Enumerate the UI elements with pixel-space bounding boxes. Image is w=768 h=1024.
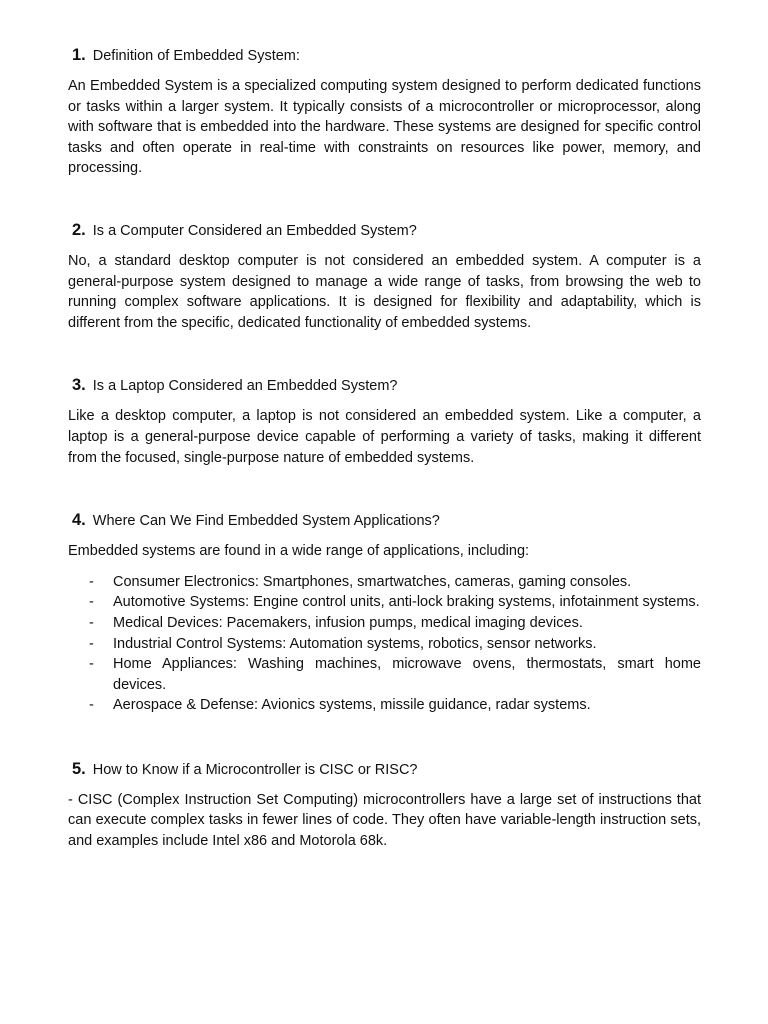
list-dash: - <box>89 573 94 590</box>
section-title: How to Know if a Microcontroller is CISC or RISC? <box>92 761 418 778</box>
section-cisc-risc <box>68 759 701 852</box>
section-title: Is a Laptop Considered an Embedded System? <box>92 378 398 395</box>
section-heading <box>72 45 701 66</box>
list-item <box>68 592 701 613</box>
list-dash: - <box>89 614 94 631</box>
list-dash: - <box>89 635 94 652</box>
document-page <box>68 45 701 852</box>
list-item <box>68 654 701 695</box>
applications-list <box>68 572 701 716</box>
section-computer <box>68 220 701 333</box>
section-number: 1. <box>72 46 86 64</box>
section-paragraph: No, a standard desktop computer is not considered an embedded system. A computer is a general-purpose system designed to manage a wide range of tasks, from browsing the web to running complex software applications. It is designed for flexibility and adaptability, which is different from the specific, dedicated functionality of embedded systems. <box>68 252 701 331</box>
list-item-text: Automotive Systems: Engine control units, anti-lock braking systems, infotainment systems. <box>113 594 700 611</box>
section-paragraph: Embedded systems are found in a wide range of applications, including: <box>68 543 530 560</box>
section-title: Is a Computer Considered an Embedded System? <box>92 222 417 239</box>
section-paragraph: Like a desktop computer, a laptop is not considered an embedded system. Like a computer, a laptop is a general-purpose device capable of performing a variety of tasks, making it different from the focused, single-purpose nature of embedded systems. <box>68 408 701 466</box>
list-item-text: Aerospace & Defense: Avionics systems, missile guidance, radar systems. <box>113 697 591 714</box>
section-heading <box>72 220 701 241</box>
list-item <box>68 613 701 634</box>
list-dash: - <box>89 697 94 714</box>
list-item-text: Medical Devices: Pacemakers, infusion pumps, medical imaging devices. <box>113 614 583 631</box>
section-heading <box>72 510 701 531</box>
section-applications <box>68 510 701 716</box>
section-definition <box>68 45 701 179</box>
section-paragraph: An Embedded System is a specialized computing system designed to perform dedicated functions or tasks within a larger system. It typically consists of a microcontroller or microprocessor, along with software that is embedded into the hardware. These systems are designed for specific control tasks and often operate in real-time with constraints on resources like power, memory, and processing. <box>68 78 701 177</box>
section-title: Where Can We Find Embedded System Applications? <box>92 513 440 530</box>
list-item-text: Home Appliances: Washing machines, microwave ovens, thermostats, smart home devices. <box>113 656 701 693</box>
section-heading <box>72 375 701 396</box>
section-laptop <box>68 375 701 468</box>
section-heading <box>72 759 701 780</box>
list-item <box>68 634 701 655</box>
section-number: 5. <box>72 759 86 778</box>
list-item <box>68 695 701 716</box>
list-item-text: Industrial Control Systems: Automation systems, robotics, sensor networks. <box>113 635 597 652</box>
section-number: 4. <box>72 511 86 530</box>
list-item-text: Consumer Electronics: Smartphones, smartwatches, cameras, gaming consoles. <box>113 573 632 590</box>
list-dash: - <box>89 656 94 673</box>
list-dash: - <box>89 594 94 611</box>
section-number: 3. <box>72 376 86 395</box>
section-title: Definition of Embedded System: <box>92 48 300 64</box>
section-number: 2. <box>72 220 86 239</box>
list-item <box>68 572 701 593</box>
section-paragraph: - CISC (Complex Instruction Set Computing) microcontrollers have a large set of instructions that can execute complex tasks in fewer lines of code. They often have variable-length instruction sets, and examples include Intel x86 and Motorola 68k. <box>68 791 701 850</box>
